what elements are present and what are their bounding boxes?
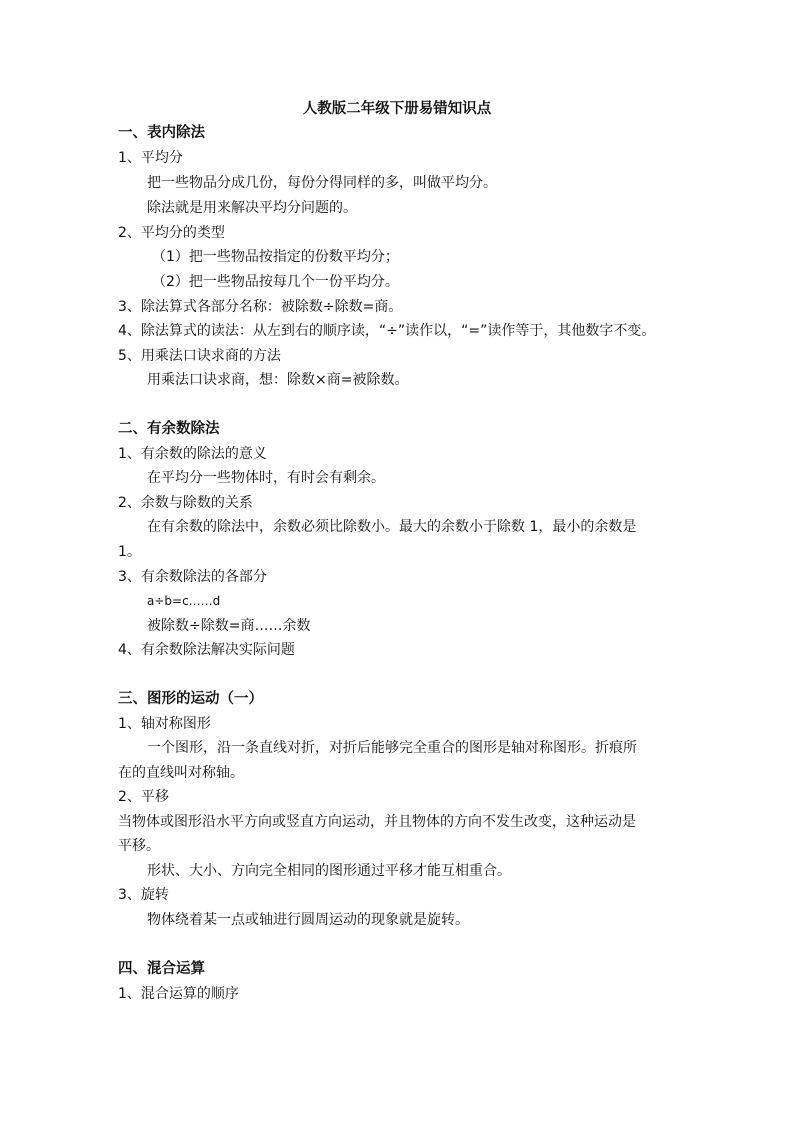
document-title: 人教版二年级下册易错知识点 xyxy=(302,101,492,117)
subheading: 3、旋转 xyxy=(118,887,169,903)
subheading: 2、平移 xyxy=(118,789,169,805)
subheading: 3、有余数除法的各部分 xyxy=(118,569,267,585)
paragraph: 平移。 xyxy=(118,838,160,854)
formula: 被除数÷除数=商……余数 xyxy=(147,618,311,634)
subheading: 1、平均分 xyxy=(118,150,183,166)
section-heading-2: 二、有余数除法 xyxy=(118,421,220,437)
section-heading-4: 四、混合运算 xyxy=(118,961,205,977)
paragraph: 在平均分一些物体时，有时会有剩余。 xyxy=(147,470,385,486)
paragraph: 在的直线叫对称轴。 xyxy=(118,765,244,781)
paragraph: 形状、大小、方向完全相同的图形通过平移才能互相重合。 xyxy=(147,863,511,879)
list-item: （1）把一些物品按指定的份数平均分； xyxy=(152,249,399,265)
subheading: 2、余数与除数的关系 xyxy=(118,495,253,511)
paragraph: 物体绕着某一点或轴进行圆周运动的现象就是旋转。 xyxy=(147,912,469,928)
subheading: 5、用乘法口诀求商的方法 xyxy=(118,348,281,364)
subheading: 4、除法算式的读法：从左到右的顺序读，“÷”读作以，“=”读作等于，其他数字不变。 xyxy=(118,323,656,339)
paragraph: 把一些物品分成几份，每份分得同样的多，叫做平均分。 xyxy=(147,175,497,191)
section-heading-1: 一、表内除法 xyxy=(118,125,205,141)
list-item: （2）把一些物品按每几个一份平均分。 xyxy=(152,274,399,290)
subheading: 1、有余数的除法的意义 xyxy=(118,446,267,462)
paragraph: 当物体或图形沿水平方向或竖直方向运动，并且物体的方向不发生改变，这种运动是 xyxy=(118,814,636,830)
paragraph: 1。 xyxy=(118,544,141,560)
subheading: 1、混合运算的顺序 xyxy=(118,986,239,1002)
subheading: 4、有余数除法解决实际问题 xyxy=(118,642,295,658)
formula: a÷b=c……d xyxy=(147,594,221,608)
paragraph: 用乘法口诀求商，想：除数×商=被除数。 xyxy=(147,372,409,388)
paragraph: 除法就是用来解决平均分问题的。 xyxy=(147,200,357,216)
section-heading-3: 三、图形的运动（一） xyxy=(118,691,263,707)
subheading: 1、轴对称图形 xyxy=(118,716,211,732)
paragraph: 一个图形，沿一条直线对折，对折后能够完全重合的图形是轴对称图形。折痕所 xyxy=(147,740,637,756)
paragraph: 在有余数的除法中，余数必须比除数小。最大的余数小于除数 1，最小的余数是 xyxy=(147,519,637,535)
subheading: 2、平均分的类型 xyxy=(118,225,225,241)
subheading: 3、除法算式各部分名称：被除数÷除数=商。 xyxy=(118,299,403,315)
